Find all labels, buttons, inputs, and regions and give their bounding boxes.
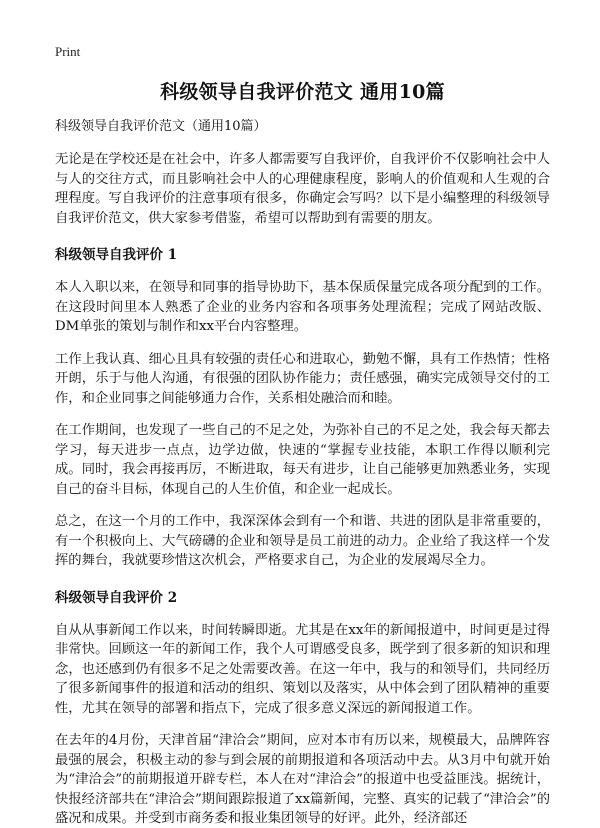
print-link[interactable]: Print [55, 44, 81, 59]
section-heading-1: 科级领导自我评价 1 [55, 247, 178, 263]
section-1-paragraph-2: 工作上我认真、细心且具有较强的责任心和进取心，勤勉不懈，具有工作热情；性格开朗，乐于与他人沟通，有很强的团队协作能力；责任感强，确实完成领导交付的工作，和企业同事之间能够通力合作，关系相处融洽而和睦。 [55, 351, 550, 406]
section-2-paragraph-1: 自从从事新闻工作以来，时间转瞬即逝。尤其是在xx年的新闻报道中，时间更是过得非常快。回顾这一年的新闻工作，我个人可谓感受良多，既学到了很多新的知识和理念，也还感到仍有很多不足之处需要改善。在这一年中，我与的和领导们，共同经历了很多新闻事件的报道和活动的组织、策划以及落实，从中体会到了团队精神的重要性，尤其在领导的部署和指点下，完成了很多意义深远的新闻报道工作。 [55, 622, 550, 716]
section-2-paragraph-2: 在去年的4月份，天津首届“津洽会”期间，应对本市有历以来，规模最大，品牌阵容最强的展会，积极主动的参与到会展的前期报道和各项活动中去。从3月中旬就开始为“津洽会”的前期报道开辟专栏，本人在对“津洽会”的报道中也受益匪浅。据统计，快报经济部共在“津洽会”期间跟踪报道了xx篇新闻，完整、真实的记载了“津洽会”的盛况和成果。并受到市商务委和报业集团领导的好评。此外，经济部还 [55, 733, 550, 826]
section-1-paragraph-4: 总之，在这一个月的工作中，我深深体会到有一个和谐、共进的团队是非常重要的，有一个积极向上、大气磅礴的企业和领导是员工前进的动力。企业给了我这样一个发挥的舞台，我就要珍惜这次机会，严格要求自己，为企业的发展竭尽全力。 [55, 514, 550, 568]
article-subtitle: 科级领导自我评价范文（通用10篇） [55, 119, 267, 134]
intro-paragraph: 无论是在学校还是在社会中，许多人都需要写自我评价，自我评价不仅影响社会中人与人的交往方式，而且影响社会中人的心理健康程度，影响人的价值观和人生观的合理程度。写自我评价的注意事项有很多，你确定会写吗？以下是小编整理的科级领导自我评价范文，供大家参考借鉴，希望可以帮助到有需要的朋友。 [55, 152, 550, 226]
section-1-paragraph-3: 在工作期间，也发现了一些自己的不足之处，为弥补自己的不足之处，我会每天都去学习，每天进步一点点，边学边做，快速的“掌握专业技能，本职工作得以顺利完成。同时，我会再接再厉，不断进取，每天有进步，让自己能够更加熟悉业务，实现自己的奋斗目标，体现自己的人生价值，和企业一起成长。 [55, 423, 550, 497]
section-1-paragraph-1: 本人入职以来，在领导和同事的指导协助下，基本保质保量完成各项分配到的工作。在这段时间里本人熟悉了企业的业务内容和各项事务处理流程；完成了网站改版、DM单张的策划与制作和xx平台内容整理。 [55, 280, 550, 334]
section-heading-2: 科级领导自我评价 2 [55, 589, 178, 606]
page-title: 科级领导自我评价范文 通用10篇 [160, 81, 445, 103]
